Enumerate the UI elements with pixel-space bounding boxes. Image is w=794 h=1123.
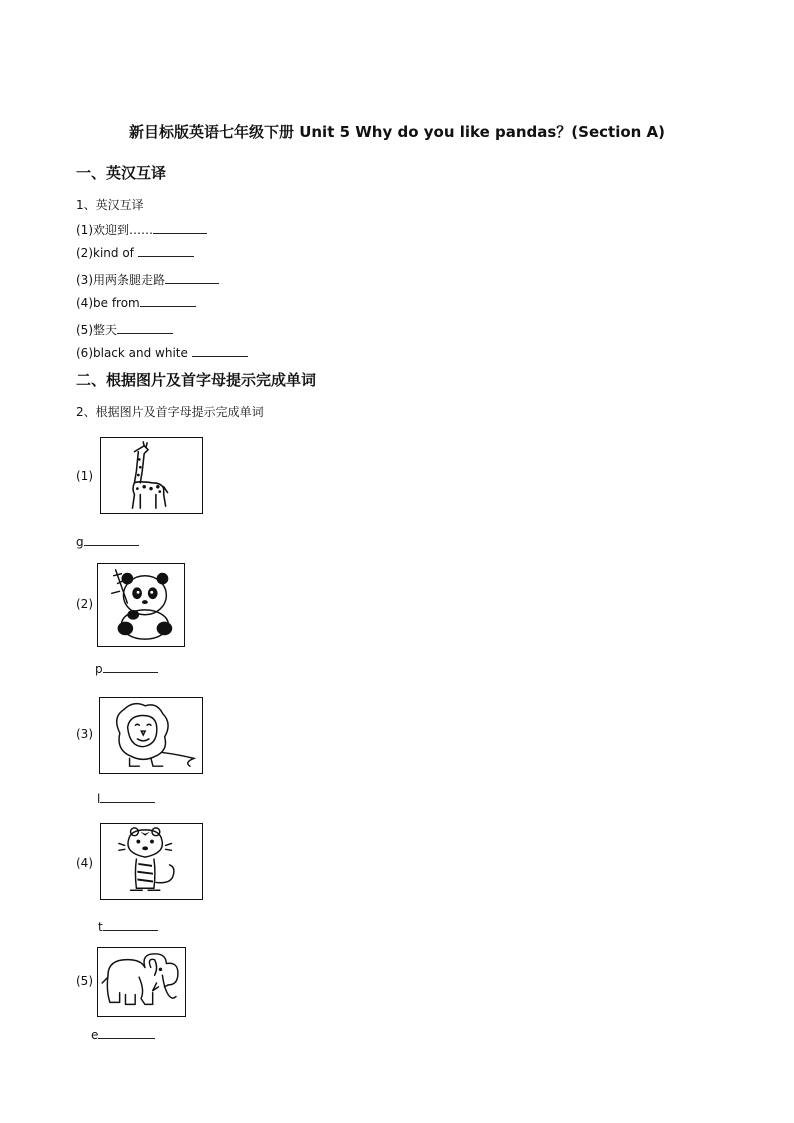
answer-blank[interactable]	[138, 246, 194, 257]
item-number: (3)	[76, 727, 93, 741]
vocab-item-3: (3)用两条腿走路	[76, 271, 219, 288]
page-title: 新目标版英语七年级下册 Unit 5 Why do you like pandas？(Section A)	[128, 123, 666, 141]
answer-blank[interactable]	[98, 1028, 155, 1039]
answer-line-5: e	[91, 1028, 155, 1042]
answer-line-3: l	[97, 792, 155, 806]
vocab-item-6: (6)black and white	[76, 346, 248, 360]
tiger-icon	[101, 824, 202, 899]
giraffe-picture	[100, 437, 203, 514]
lion-icon	[100, 698, 202, 773]
answer-blank[interactable]	[103, 662, 158, 673]
answer-blank[interactable]	[117, 323, 173, 334]
answer-blank[interactable]	[103, 920, 158, 931]
elephant-icon	[98, 948, 185, 1016]
item-number: (4)	[76, 856, 93, 870]
vocab-item-4: (4)be from	[76, 296, 196, 310]
elephant-picture	[97, 947, 186, 1017]
answer-blank[interactable]	[100, 792, 155, 803]
question-1-label: 1、英汉互译	[76, 198, 144, 212]
answer-line-1: g	[76, 535, 139, 549]
giraffe-icon	[101, 438, 202, 513]
vocab-item-2: (2)kind of	[76, 246, 194, 260]
answer-blank[interactable]	[192, 346, 248, 357]
answer-blank[interactable]	[153, 223, 207, 234]
panda-icon	[98, 564, 184, 646]
section-1-heading: 一、英汉互译	[76, 164, 167, 182]
answer-blank[interactable]	[140, 296, 196, 307]
answer-line-4: t	[98, 920, 158, 934]
answer-blank[interactable]	[165, 273, 219, 284]
item-number: (1)	[76, 469, 93, 483]
item-number: (2)	[76, 597, 93, 611]
answer-blank[interactable]	[84, 535, 139, 546]
section-2-heading: 二、根据图片及首字母提示完成单词	[76, 371, 317, 389]
question-2-label: 2、根据图片及首字母提示完成单词	[76, 405, 264, 419]
vocab-item-5: (5)整天	[76, 321, 173, 338]
item-number: (5)	[76, 974, 93, 988]
vocab-item-1: (1)欢迎到……	[76, 221, 207, 238]
answer-line-2: p	[95, 662, 158, 676]
panda-picture	[97, 563, 185, 647]
tiger-picture	[100, 823, 203, 900]
lion-picture	[99, 697, 203, 774]
